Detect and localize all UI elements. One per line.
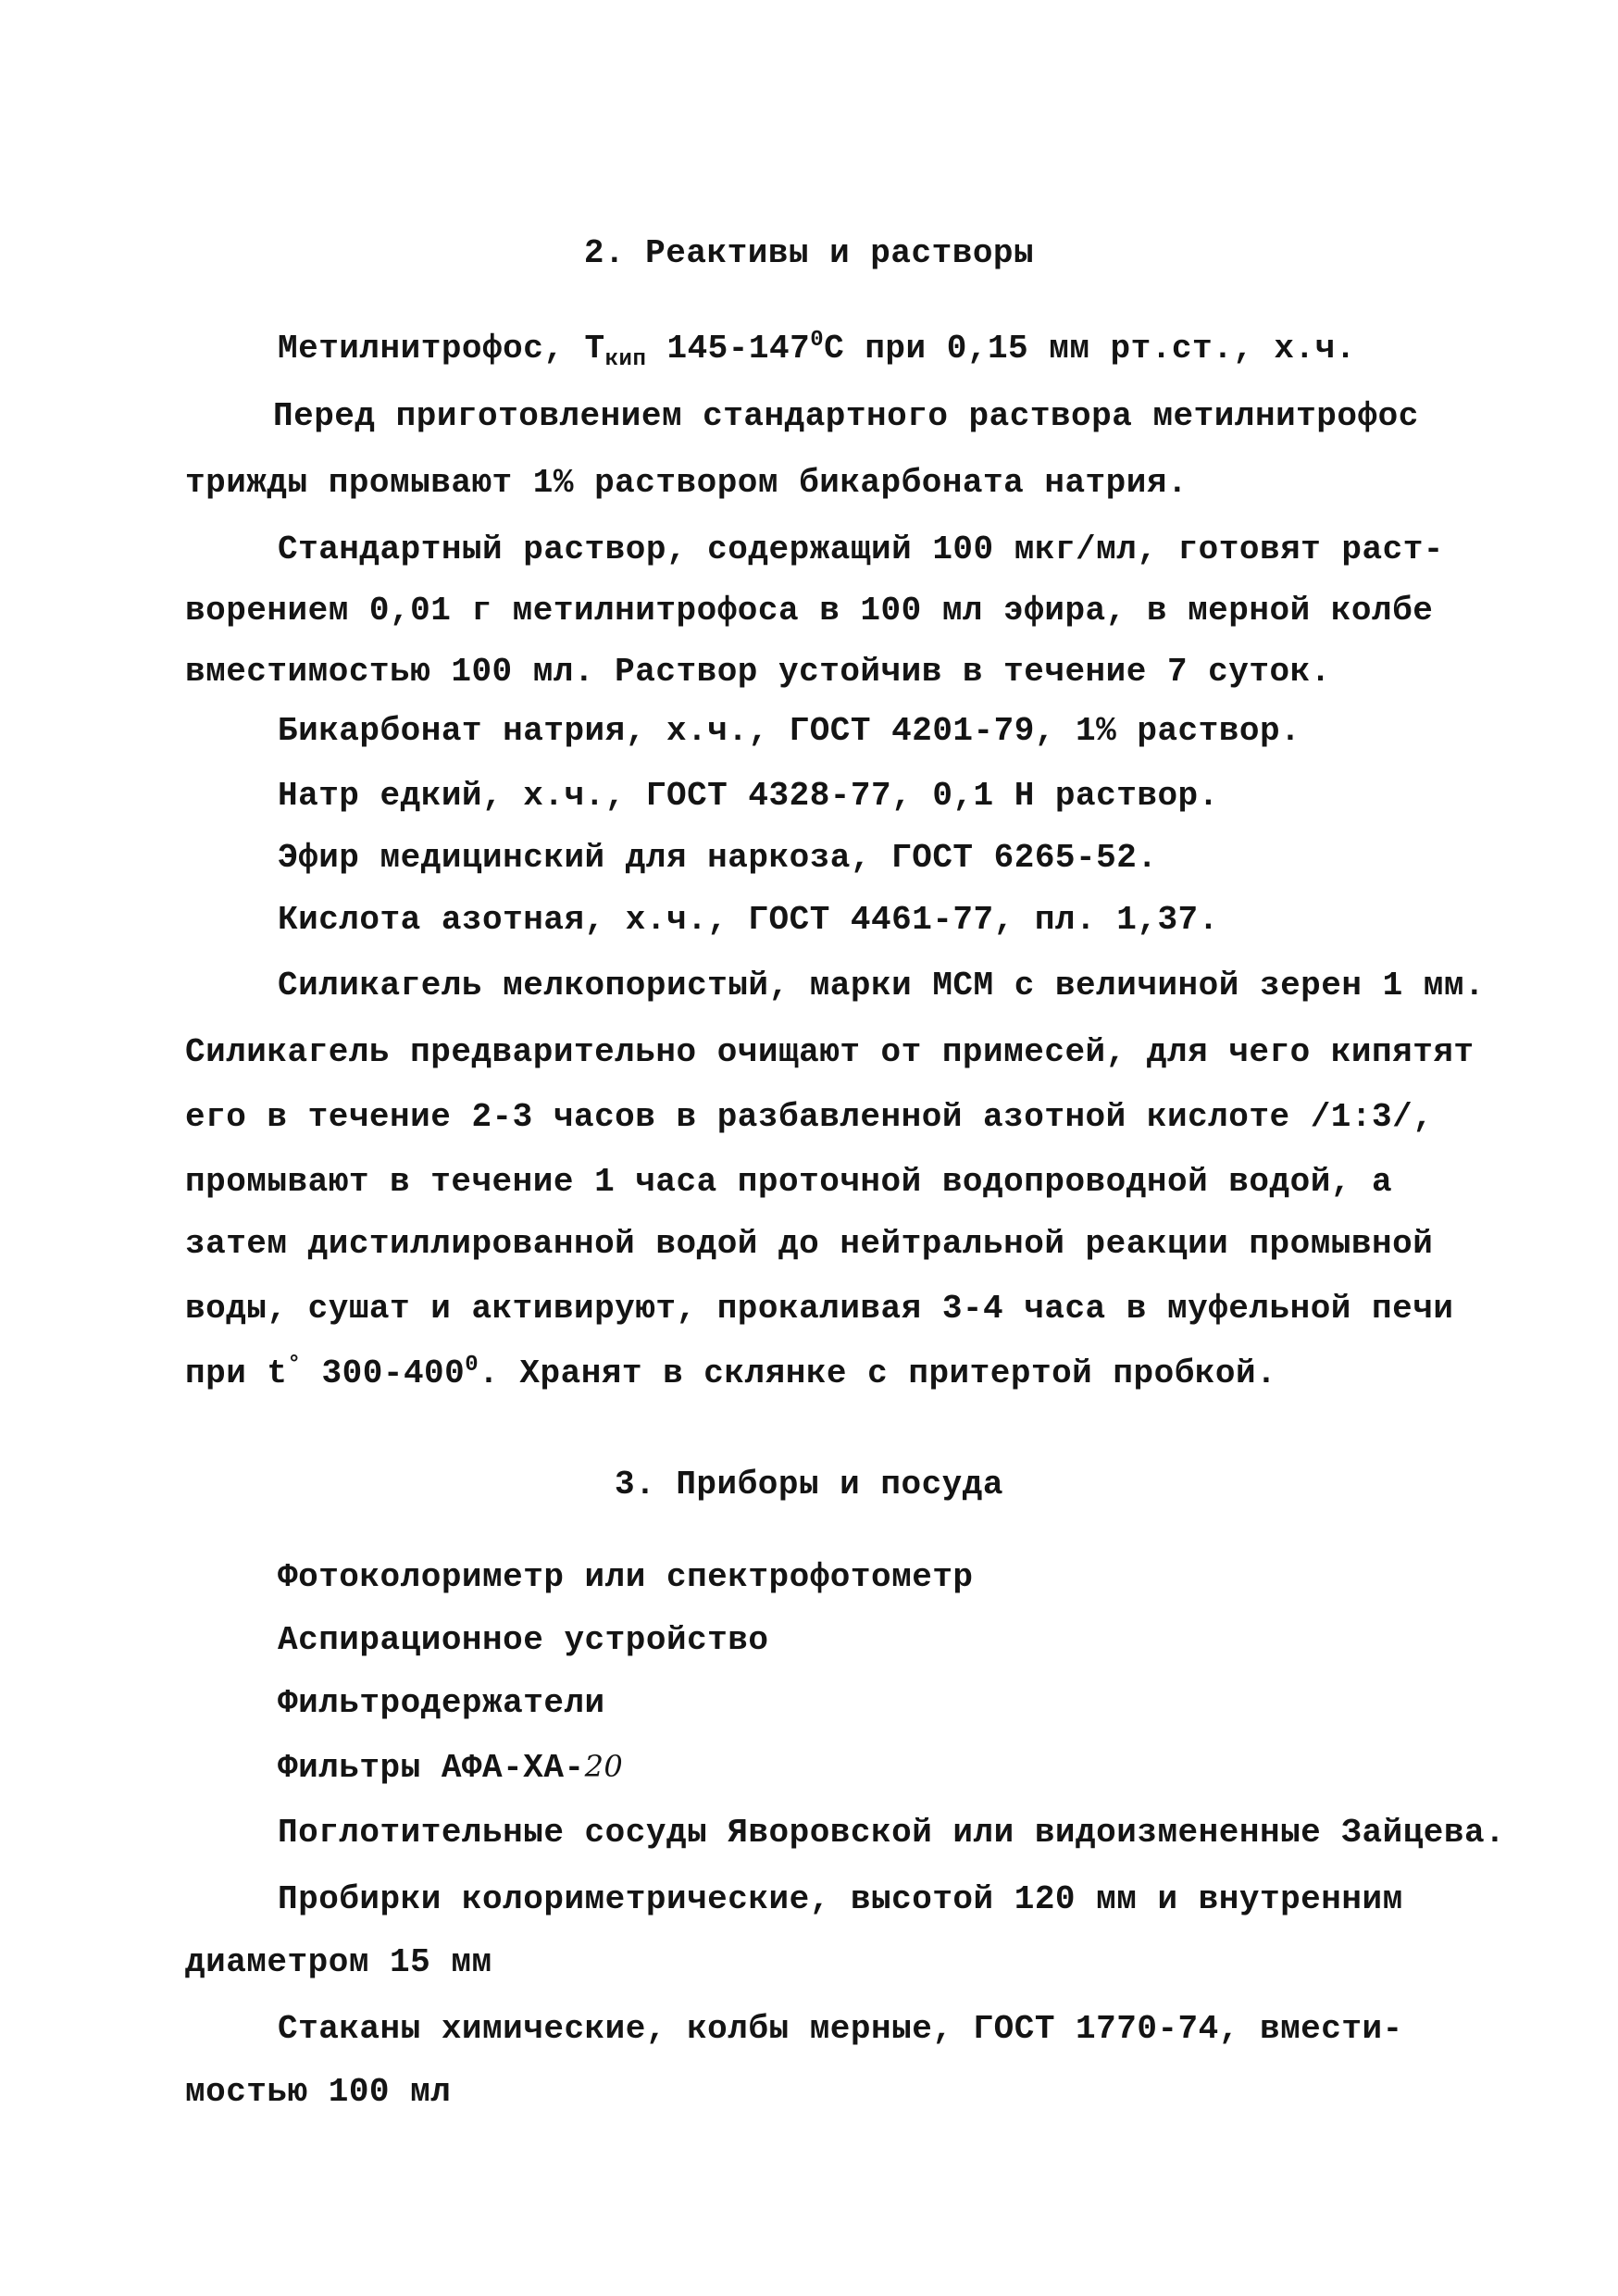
paragraph-line: затем дистиллированной водой до нейтральной реакции промывной	[185, 1225, 1434, 1263]
paragraph-line: ворением 0,01 г метилнитрофоса в 100 мл эфира, в мерной колбе	[185, 592, 1434, 630]
paragraph-line: воды, сушат и активируют, прокаливая 3-4 часа в муфельной печи	[185, 1290, 1454, 1328]
list-item: Фотоколориметр или спектрофотометр	[278, 1558, 974, 1596]
list-item: диаметром 15 мм	[185, 1943, 492, 1981]
paragraph-line: промывают в течение 1 часа проточной водопроводной водой, а	[185, 1163, 1393, 1201]
paragraph-line	[185, 1354, 1276, 1394]
text-span: 300-400	[301, 1354, 466, 1392]
paragraph-line: Кислота азотная, х.ч., ГОСТ 4461-77, пл. 1,37.	[278, 901, 1219, 939]
paragraph-line: Стандартный раствор, содержащий 100 мкг/мл, готовят раст-	[278, 530, 1444, 568]
section-2-heading: 2. Реактивы и растворы	[583, 234, 1035, 272]
list-item: Аспирационное устройство	[278, 1621, 769, 1659]
paragraph-line: Перед приготовлением стандартного раствора метилнитрофос	[273, 397, 1419, 435]
list-item	[278, 1746, 623, 1789]
superscript: 0	[810, 328, 825, 353]
list-item: Стаканы химические, колбы мерные, ГОСТ 1770-74, вмести-	[278, 2010, 1403, 2048]
paragraph-line: вместимостью 100 мл. Раствор устойчив в течение 7 суток.	[185, 653, 1331, 691]
paragraph-line: Силикагель мелкопористый, марки МСМ с величиной зерен 1 мм.	[278, 967, 1486, 1004]
section-3-heading: 3. Приборы и посуда	[615, 1466, 1003, 1504]
paragraph-line: Эфир медицинский для наркоза, ГОСТ 6265-52.	[278, 839, 1158, 877]
paragraph-line: Бикарбонат натрия, х.ч., ГОСТ 4201-79, 1% раствор.	[278, 712, 1301, 750]
list-item: Пробирки колориметрические, высотой 120 мм и внутренним	[278, 1880, 1403, 1918]
paragraph-line: его в течение 2-3 часов в разбавленной азотной кислоте /1:3/,	[185, 1098, 1434, 1136]
text-span: при t	[185, 1354, 288, 1392]
subscript: кип	[604, 347, 647, 373]
paragraph-line: трижды промывают 1% раствором бикарбоната натрия.	[185, 464, 1189, 502]
paragraph-line	[278, 328, 1356, 373]
list-item: мостью 100 мл	[185, 2073, 452, 2111]
list-item: Поглотительные сосуды Яворовской или видоизмененные Зайцева.	[278, 1814, 1506, 1852]
text-span: 145-147	[646, 330, 811, 368]
superscript: °	[287, 1353, 302, 1378]
text-span: . Хранят в склянке с притертой пробкой.	[479, 1354, 1277, 1392]
paragraph-line: Силикагель предварительно очищают от примесей, для чего кипятят	[185, 1033, 1475, 1071]
handwritten-annotation: 20	[584, 1749, 624, 1784]
superscript: 0	[465, 1353, 479, 1378]
paragraph-line: Натр едкий, х.ч., ГОСТ 4328-77, 0,1 Н раствор.	[278, 777, 1219, 815]
list-item: Фильтродержатели	[278, 1684, 605, 1722]
text-span: Метилнитрофос, Т	[278, 330, 605, 368]
text-span: Фильтры АФА-ХА-	[278, 1749, 585, 1787]
text-span: С при 0,15 мм рт.ст., х.ч.	[824, 330, 1356, 368]
